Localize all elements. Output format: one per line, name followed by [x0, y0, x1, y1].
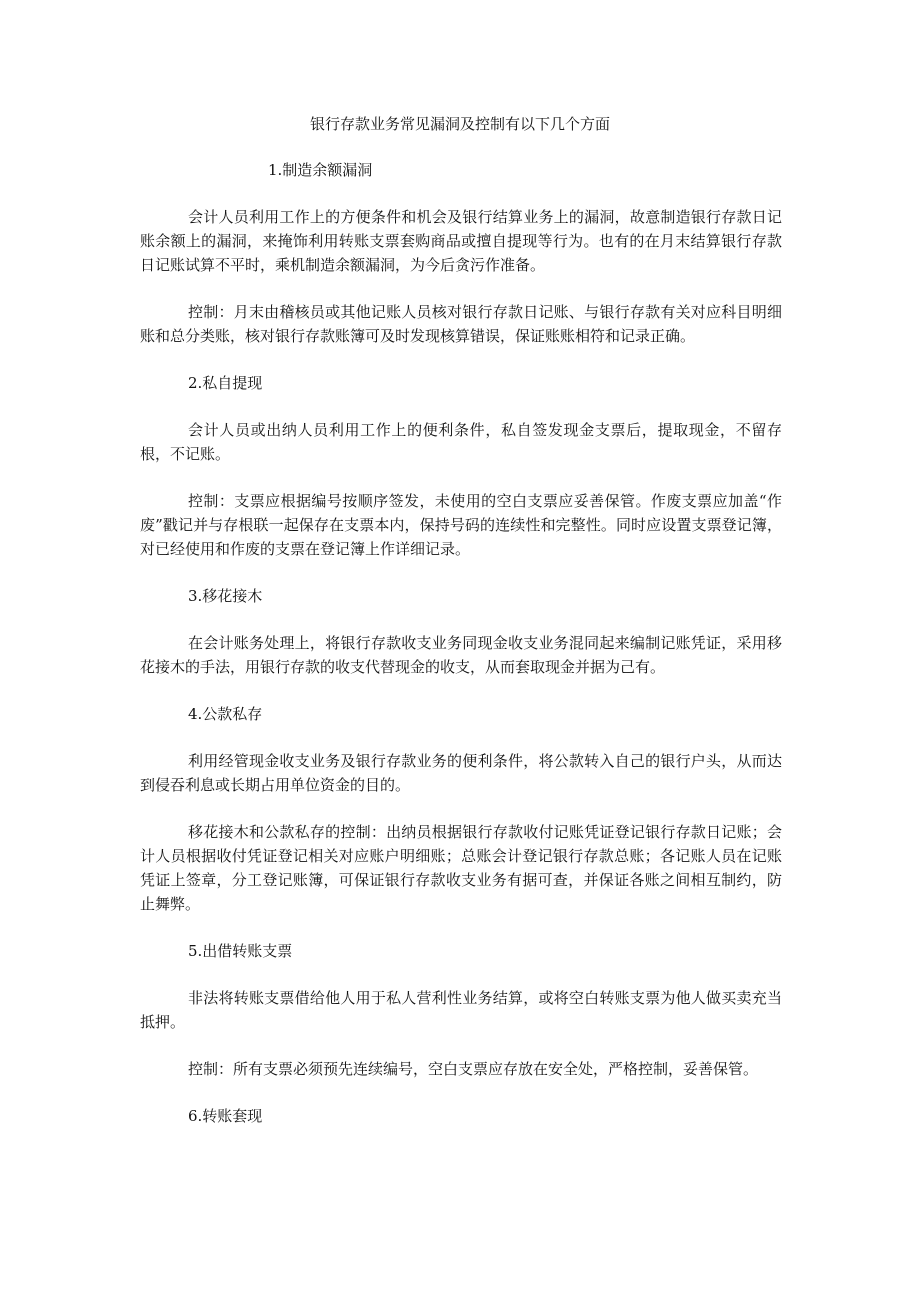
- section-heading: 2.私自提现: [188, 374, 263, 392]
- paragraph: 非法将转账支票借给他人用于私人营利性业务结算，或将空白转账支票为他人做买卖充当抵押。: [140, 989, 782, 1031]
- control-paragraph: 控制：月末由稽核员或其他记账人员核对银行存款日记账、与银行存款有关对应科目明细账和总分类账，核对银行存款账簿可及时发现核算错误，保证账账相符和记录正确。: [140, 303, 782, 345]
- paragraph: 在会计账务处理上，将银行存款收支业务同现金收支业务混同起来编制记账凭证，采用移花接木的手法，用银行存款的收支代替现金的收支，从而套取现金并据为己有。: [140, 634, 782, 676]
- section-heading: 3.移花接木: [188, 587, 263, 605]
- paragraph: 会计人员利用工作上的方便条件和机会及银行结算业务上的漏洞，故意制造银行存款日记账余额上的漏洞，来掩饰利用转账支票套购商品或擅自提现等行为。也有的在月末结算银行存款日记账试算不平时，乘机制造余额漏洞，为今后贪污作准备。: [140, 208, 782, 274]
- paragraph: 会计人员或出纳人员利用工作上的便利条件，私自签发现金支票后，提取现金，不留存根，不记账。: [140, 421, 782, 463]
- document-title: 银行存款业务常见漏洞及控制有以下几个方面: [309, 115, 610, 133]
- section-heading: 1.制造余额漏洞: [268, 161, 373, 179]
- section-heading: 4.公款私存: [188, 705, 263, 723]
- control-paragraph: 控制：所有支票必须预先连续编号，空白支票应存放在安全处，严格控制，妥善保管。: [188, 1060, 759, 1078]
- section-heading: 6.转账套现: [188, 1107, 263, 1125]
- control-paragraph: 移花接木和公款私存的控制：出纳员根据银行存款收付记账凭证登记银行存款日记账；会计人员根据收付凭证登记相关对应账户明细账；总账会计登记银行存款总账；各记账人员在记账凭证上签章，分工登记账簿，可保证银行存款收支业务有据可查，并保证各账之间相互制约，防止舞弊。: [140, 823, 782, 913]
- document-body: [140, 158, 782, 1151]
- section-heading: 5.出借转账支票: [188, 942, 293, 960]
- paragraph: 利用经管现金收支业务及银行存款业务的便利条件，将公款转入自己的银行户头，从而达到侵吞利息或长期占用单位资金的目的。: [140, 752, 782, 794]
- control-paragraph: 控制：支票应根据编号按顺序签发，未使用的空白支票应妥善保管。作废支票应加盖“作废”戳记并与存根联一起保存在支票本内，保持号码的连续性和完整性。同时应设置支票登记簿，对已经使用和作废的支票在登记簿上作详细记录。: [140, 492, 782, 558]
